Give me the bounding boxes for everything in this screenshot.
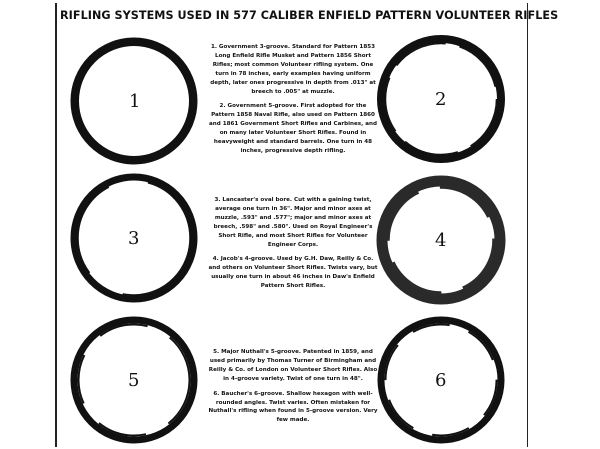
description-group-1-2 [208, 43, 378, 162]
rifling-diagram-3 [66, 171, 202, 305]
description-group-5-6 [208, 348, 378, 431]
description-group-3-4 [208, 196, 378, 297]
rifling-diagram-2 [373, 33, 509, 165]
rifling-description-6: 6. Baucher's 6-groove. Shallow hexagon with well-rounded angles. Twist varies. Often mistaken for Nuthall's rifling when found in 5-groove version. Very few made. [208, 390, 378, 424]
diagram-number-2: 2 [435, 89, 447, 110]
diagram-number-6: 6 [435, 370, 447, 391]
diagram-number-5: 5 [128, 370, 140, 391]
rifling-description-1: 1. Government 3-groove. Standard for Pattern 1853 Long Enfield Rifle Musket and Pattern 1856 Short Rifles; most common Volunteer rifling system. One turn in 78 inches, early examples having uniform depth, later ones progressive in depth from .013" at breech to .005" at muzzle. [210, 44, 376, 95]
rifling-description-2: 2. Government 5-groove. First adopted for the Pattern 1858 Naval Rifle, also used on Pattern 1860 and 1861 Government Short Rifles and Carbines, and on many later Volunteer Short Rifles. Found in heavyweight and standard barrels. One turn in 48 inches, progressive depth rifling. [209, 103, 377, 154]
rifling-description-5: 5. Major Nuthall's 5-groove. Patented in 1859, and used primarily by Thomas Turner of Birmingham and Reilly & Co. of London on Volunteer Short Rifles. Also in 4-groove variety. Twist of one turn in 48". [208, 349, 378, 382]
rifling-diagram-6 [373, 313, 509, 447]
rifling-diagram-4 [373, 173, 509, 307]
diagram-number-4: 4 [435, 230, 447, 251]
diagram-number-3: 3 [128, 228, 140, 249]
rifling-description-3: 3. Lancaster's oval bore. Cut with a gaining twist, average one turn in 36". Major and minor axes at muzzle, .593" and .577"; major and minor axes at breech, .598" and .580". Used on Royal Engineer's Short Rifle, and most Short Rifles for Volunteer Engineer Corps. [213, 197, 373, 248]
rifling-diagram-5 [66, 313, 202, 447]
page-title: RIFLING SYSTEMS USED IN 577 CALIBER ENFIELD PATTERN VOLUNTEER RIFLES [60, 9, 559, 22]
rifling-diagram-1 [66, 35, 202, 167]
rifling-description-4: 4. Jacob's 4-groove. Used by G.H. Daw, Reilly & Co. and others on Volunteer Short Rifles. Twists vary, but usually one turn in about 46 inches in Daw's Enfield Pattern Short Rifles. [208, 256, 378, 290]
diagram-number-1: 1 [129, 91, 141, 112]
